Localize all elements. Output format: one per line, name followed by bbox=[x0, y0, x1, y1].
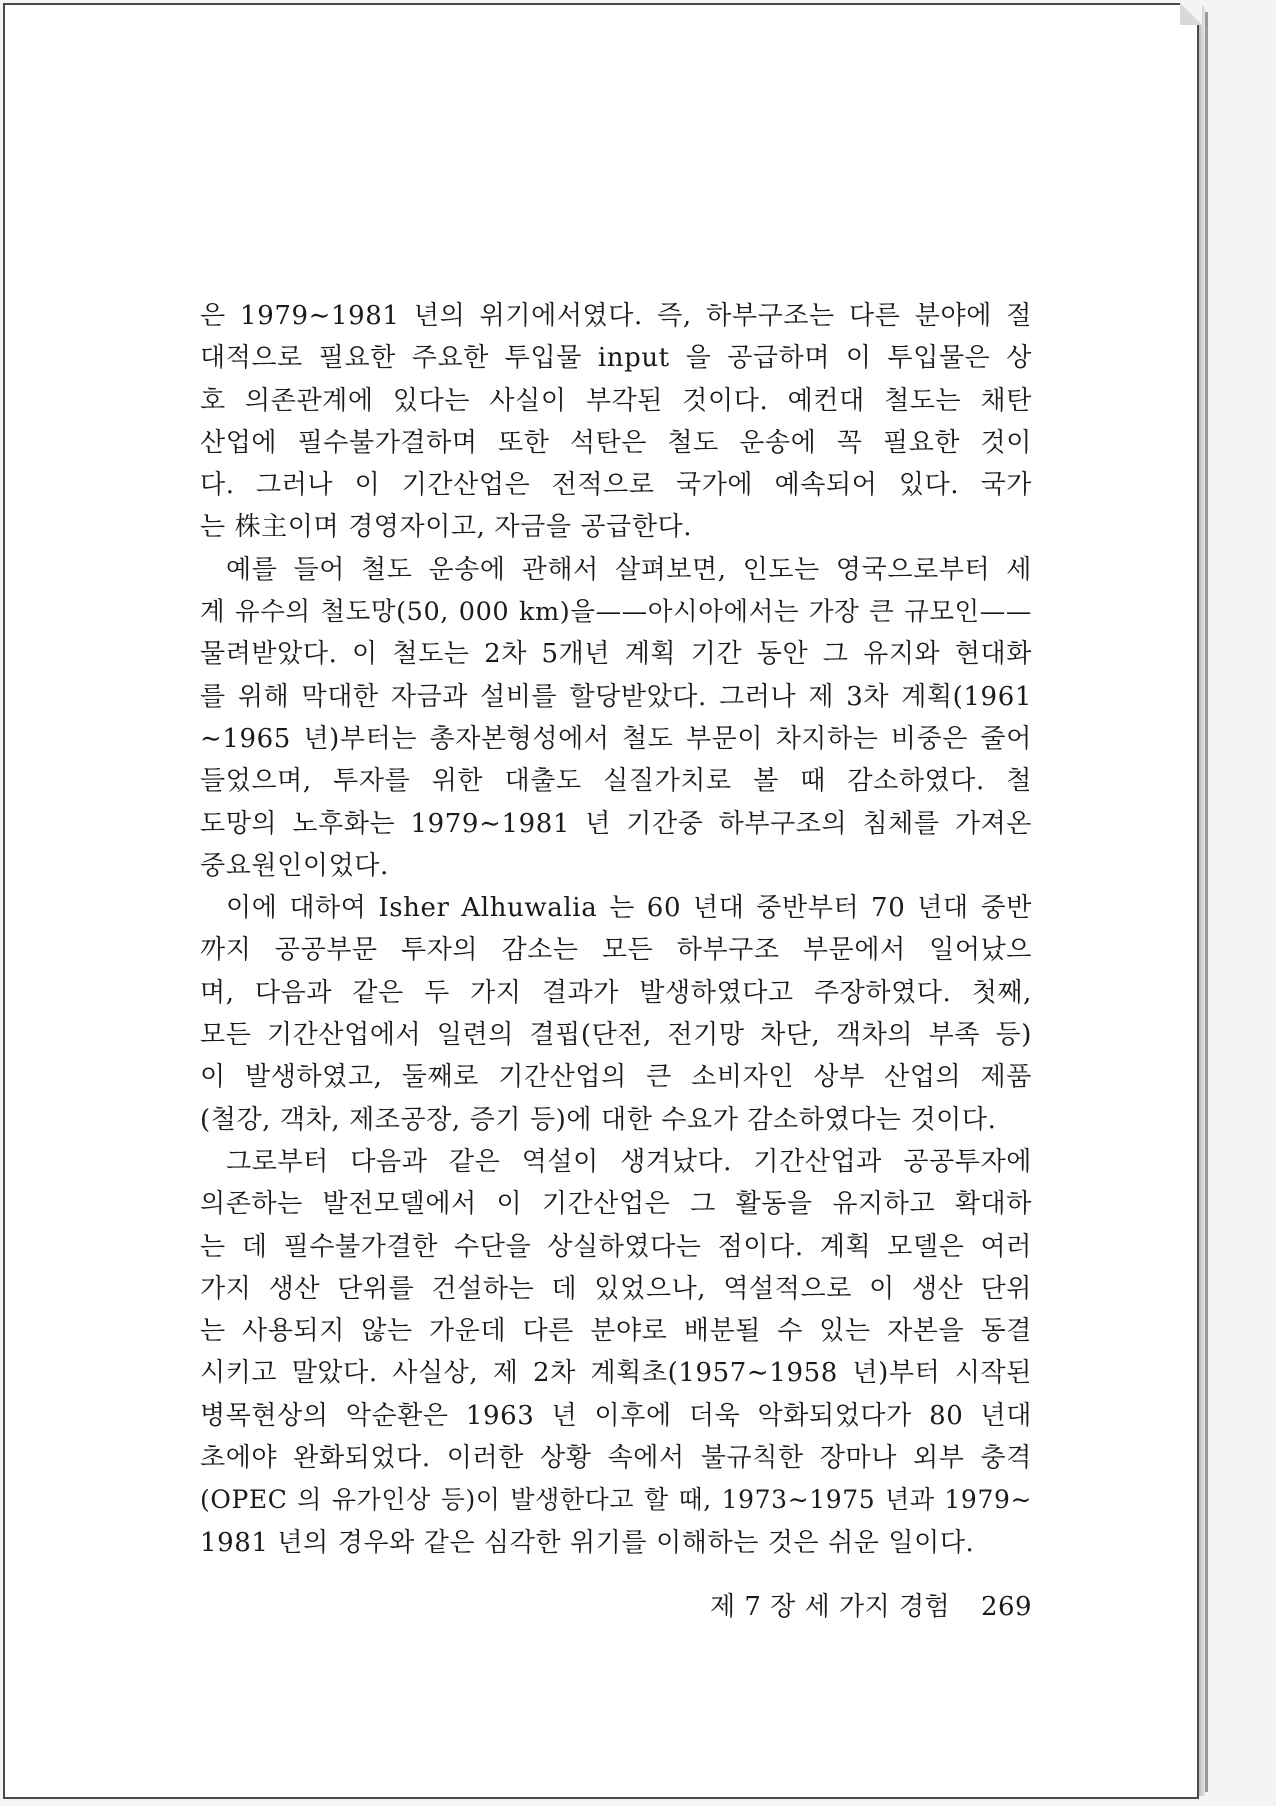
text-line: 다. 그러나 이 기간산업은 전적으로 국가에 예속되어 있다. 국가 bbox=[200, 470, 1032, 501]
paragraph-1 bbox=[200, 295, 1032, 549]
text-line: 호 의존관계에 있다는 사실이 부각된 것이다. 예컨대 철도는 채탄 bbox=[200, 385, 1032, 416]
text-line: 그로부터 다음과 같은 역설이 생겨났다. 기간산업과 공공투자에 bbox=[226, 1146, 1032, 1177]
page-number: 269 bbox=[980, 1592, 1033, 1622]
text-line: 대적으로 필요한 주요한 투입물 input 을 공급하며 이 투입물은 상 bbox=[200, 343, 1032, 374]
text-line: 물려받았다. 이 철도는 2차 5개년 계획 기간 동안 그 유지와 현대화 bbox=[200, 639, 1032, 670]
text-line: 는 사용되지 않는 가운데 다른 분야로 배분될 수 있는 자본을 동결 bbox=[200, 1316, 1032, 1347]
text-line: 까지 공공부문 투자의 감소는 모든 하부구조 부문에서 일어났으 bbox=[200, 935, 1032, 966]
text-line: 은 1979∼1981 년의 위기에서였다. 즉, 하부구조는 다른 분야에 절 bbox=[200, 301, 1032, 331]
text-line: 계 유수의 철도망(50, 000 km)을——아시아에서는 가장 큰 규모인—— bbox=[200, 597, 1032, 628]
text-line: 는 株主이며 경영자이고, 자금을 공급한다. bbox=[200, 512, 693, 543]
paragraph-4 bbox=[200, 1141, 1032, 1564]
page-corner-fold bbox=[1180, 3, 1202, 25]
text-line: 가지 생산 단위를 건설하는 데 있었으나, 역설적으로 이 생산 단위 bbox=[200, 1273, 1032, 1304]
text-line: 초에야 완화되었다. 이러한 상황 속에서 불규칙한 장마나 외부 충격 bbox=[200, 1443, 1032, 1474]
text-line: 는 데 필수불가결한 수단을 상실하였다는 점이다. 계획 모델은 여러 bbox=[200, 1231, 1032, 1262]
text-line: 들었으며, 투자를 위한 대출도 실질가치로 볼 때 감소하였다. 철 bbox=[200, 766, 1032, 797]
text-line: 며, 다음과 같은 두 가지 결과가 발생하였다고 주장하였다. 첫째, bbox=[200, 977, 1032, 1008]
text-line: 중요원인이었다. bbox=[200, 850, 389, 881]
text-line: 를 위해 막대한 자금과 설비를 할당받았다. 그러나 제 3차 계획(1961 bbox=[200, 681, 1032, 712]
paragraph-3 bbox=[200, 887, 1032, 1141]
text-line: 이 발생하였고, 둘째로 기간산업의 큰 소비자인 상부 산업의 제품 bbox=[200, 1062, 1032, 1093]
text-line: 모든 기간산업에서 일련의 결핍(단전, 전기망 차단, 객차의 부족 등) bbox=[200, 1020, 1032, 1051]
text-line: 이에 대하여 Isher Alhuwalia 는 60 년대 중반부터 70 년대 중반 bbox=[226, 893, 1032, 924]
text-line: 1981 년의 경우와 같은 심각한 위기를 이해하는 것은 쉬운 일이다. bbox=[200, 1527, 975, 1558]
text-line: 도망의 노후화는 1979∼1981 년 기간중 하부구조의 침체를 가져온 bbox=[200, 808, 1032, 839]
paragraph-2 bbox=[200, 549, 1032, 887]
text-line: 예를 들어 철도 운송에 관해서 살펴보면, 인도는 영국으로부터 세 bbox=[226, 554, 1032, 585]
text-line: 의존하는 발전모델에서 이 기간산업은 그 활동을 유지하고 확대하 bbox=[200, 1189, 1032, 1220]
page-body bbox=[200, 295, 1032, 1564]
text-line: 산업에 필수불가결하며 또한 석탄은 철도 운송에 꼭 필요한 것이 bbox=[200, 427, 1032, 458]
text-line: 병목현상의 악순환은 1963 년 이후에 더욱 악화되었다가 80 년대 bbox=[200, 1400, 1032, 1431]
text-line: ∼1965 년)부터는 총자본형성에서 철도 부문이 차지하는 비중은 줄어 bbox=[200, 723, 1032, 754]
chapter-title: 제 7 장 세 가지 경험 bbox=[710, 1592, 951, 1622]
text-line: 시키고 말았다. 사실상, 제 2차 계획초(1957∼1958 년)부터 시작된 bbox=[200, 1358, 1032, 1389]
text-line: (철강, 객차, 제조공장, 증기 등)에 대한 수요가 감소하였다는 것이다. bbox=[200, 1104, 997, 1135]
page-edge-border bbox=[1205, 12, 1208, 1792]
text-line: (OPEC 의 유가인상 등)이 발생한다고 할 때, 1973∼1975 년과 1979∼ bbox=[200, 1485, 1032, 1515]
running-footer bbox=[710, 1590, 1032, 1624]
